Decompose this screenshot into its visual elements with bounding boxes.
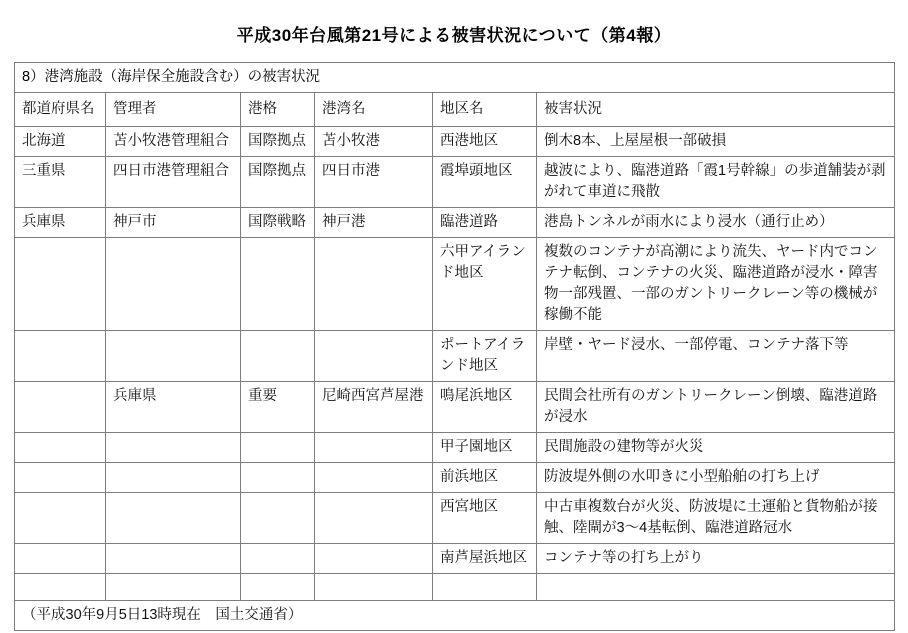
- cell-prefecture: [15, 493, 106, 544]
- cell-manager: 苫小牧港管理組合: [106, 127, 241, 157]
- cell-port-name: [315, 238, 433, 331]
- cell-district: 西港地区: [433, 127, 537, 157]
- cell-prefecture: 三重県: [15, 157, 106, 208]
- table-row: [15, 544, 895, 574]
- cell-district: 臨港道路: [433, 208, 537, 238]
- table-row: [15, 382, 895, 433]
- column-header-port-name: 港湾名: [315, 93, 433, 127]
- cell-manager: [106, 238, 241, 331]
- cell-prefecture: [15, 463, 106, 493]
- cell-prefecture: [15, 331, 106, 382]
- cell-damage: 民間会社所有のガントリークレーン倒壊、臨港道路が浸水: [537, 382, 895, 433]
- table-row: [15, 157, 895, 208]
- cell-prefecture: [15, 544, 106, 574]
- cell-port-grade: 国際拠点: [241, 157, 315, 208]
- cell-port-grade: 国際戦略: [241, 208, 315, 238]
- cell-port-name: 神戸港: [315, 208, 433, 238]
- table-row-empty: [15, 574, 895, 601]
- cell-manager: [106, 331, 241, 382]
- cell-prefecture: [15, 574, 106, 601]
- cell-manager: 兵庫県: [106, 382, 241, 433]
- cell-port-name: [315, 574, 433, 601]
- cell-district: 南芦屋浜地区: [433, 544, 537, 574]
- cell-manager: [106, 433, 241, 463]
- cell-port-name: [315, 544, 433, 574]
- cell-port-grade: [241, 238, 315, 331]
- cell-district: 甲子園地区: [433, 433, 537, 463]
- cell-prefecture: 北海道: [15, 127, 106, 157]
- footer-note: （平成30年9月5日13時現在 国土交通省）: [15, 601, 895, 631]
- cell-district: 西宮地区: [433, 493, 537, 544]
- table-row: [15, 331, 895, 382]
- column-header-damage: 被害状況: [537, 93, 895, 127]
- cell-port-name: [315, 433, 433, 463]
- cell-port-grade: [241, 433, 315, 463]
- table-row: [15, 238, 895, 331]
- column-header-district: 地区名: [433, 93, 537, 127]
- table-row: [15, 493, 895, 544]
- section-heading-row: [15, 63, 895, 93]
- cell-prefecture: [15, 238, 106, 331]
- table-row: [15, 463, 895, 493]
- cell-port-grade: [241, 463, 315, 493]
- cell-damage: コンテナ等の打ち上がり: [537, 544, 895, 574]
- document-title: 平成30年台風第21号による被害状況について（第4報）: [236, 26, 672, 45]
- table-footer-row: [15, 601, 895, 631]
- cell-district: ポートアイランド地区: [433, 331, 537, 382]
- table-row: [15, 127, 895, 157]
- cell-port-name: [315, 493, 433, 544]
- cell-damage: 中古車複数台が火災、防波堤に土運船と貨物船が接触、陸閘が3〜4基転倒、臨港道路冠水: [537, 493, 895, 544]
- cell-port-grade: [241, 331, 315, 382]
- cell-damage: [537, 574, 895, 601]
- cell-manager: [106, 493, 241, 544]
- cell-district: 霞埠頭地区: [433, 157, 537, 208]
- cell-damage: 民間施設の建物等が火災: [537, 433, 895, 463]
- cell-prefecture: [15, 382, 106, 433]
- cell-damage: 倒木8本、上屋屋根一部破損: [537, 127, 895, 157]
- section-heading: 8）港湾施設（海岸保全施設含む）の被害状況: [15, 63, 895, 93]
- cell-district: [433, 574, 537, 601]
- cell-port-grade: [241, 544, 315, 574]
- cell-port-grade: [241, 493, 315, 544]
- cell-port-name: [315, 331, 433, 382]
- cell-manager: [106, 463, 241, 493]
- cell-port-name: 苫小牧港: [315, 127, 433, 157]
- cell-port-name: 尼崎西宮芦屋港: [315, 382, 433, 433]
- column-header-port-grade: 港格: [241, 93, 315, 127]
- cell-manager: 神戸市: [106, 208, 241, 238]
- cell-district: 鳴尾浜地区: [433, 382, 537, 433]
- table-row: [15, 208, 895, 238]
- cell-manager: [106, 544, 241, 574]
- cell-manager: 四日市港管理組合: [106, 157, 241, 208]
- cell-district: 六甲アイランド地区: [433, 238, 537, 331]
- cell-manager: [106, 574, 241, 601]
- cell-prefecture: [15, 433, 106, 463]
- cell-port-grade: 国際拠点: [241, 127, 315, 157]
- table-row: [15, 433, 895, 463]
- cell-district: 前浜地区: [433, 463, 537, 493]
- cell-damage: 港島トンネルが雨水により浸水（通行止め）: [537, 208, 895, 238]
- cell-damage: 越波により、臨港道路「霞1号幹線」の歩道舗装が剥がれて車道に飛散: [537, 157, 895, 208]
- cell-damage: 防波堤外側の水叩きに小型船舶の打ち上げ: [537, 463, 895, 493]
- cell-damage: 複数のコンテナが高潮により流失、ヤード内でコンテナ転倒、コンテナの火災、臨港道路が浸水・障害物一部残置、一部のガントリークレーン等の機械が稼働不能: [537, 238, 895, 331]
- cell-port-grade: [241, 574, 315, 601]
- cell-port-name: [315, 463, 433, 493]
- damage-table: [14, 62, 895, 631]
- cell-prefecture: 兵庫県: [15, 208, 106, 238]
- cell-damage: 岸壁・ヤード浸水、一部停電、コンテナ落下等: [537, 331, 895, 382]
- cell-port-grade: 重要: [241, 382, 315, 433]
- cell-port-name: 四日市港: [315, 157, 433, 208]
- table-header-row: [15, 93, 895, 127]
- column-header-manager: 管理者: [106, 93, 241, 127]
- column-header-prefecture: 都道府県名: [15, 93, 106, 127]
